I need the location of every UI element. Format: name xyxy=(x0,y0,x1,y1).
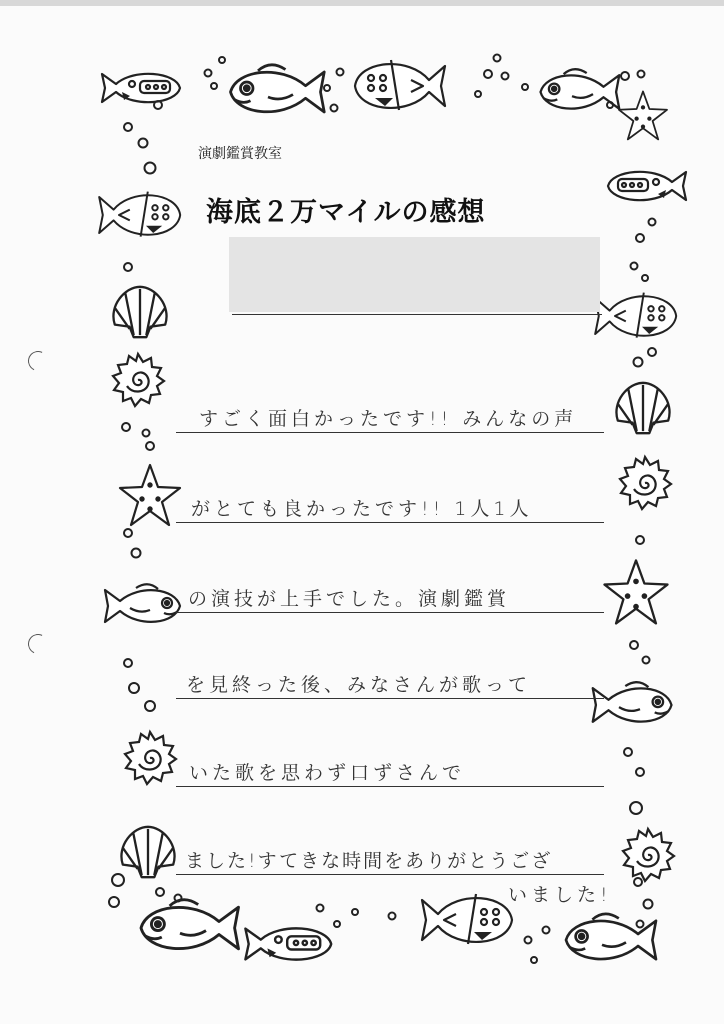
essay-line: を見終った後、みなさんが歌って xyxy=(186,674,532,696)
shell-icon xyxy=(121,827,174,877)
fish-icon xyxy=(99,192,180,237)
redacted-name-box xyxy=(229,237,600,312)
spiral-shell-icon xyxy=(113,354,164,406)
fish-icon xyxy=(355,60,445,110)
shell-icon xyxy=(113,287,166,337)
fish-icon xyxy=(422,894,512,944)
fish-icon xyxy=(595,293,676,338)
fish-icon xyxy=(141,900,239,949)
starfish-icon xyxy=(120,465,180,525)
starfish-icon xyxy=(619,91,667,139)
spiral-shell-icon xyxy=(623,829,674,881)
name-line xyxy=(232,314,602,315)
essay-line: すごく面白かったです!! みんなの声 xyxy=(199,408,578,430)
starfish-icon xyxy=(605,560,668,623)
ruled-line xyxy=(176,874,604,875)
essay-line: がとても良かったです!! 1人1人 xyxy=(191,498,533,520)
ruled-line xyxy=(176,698,604,699)
ruled-line xyxy=(176,786,604,787)
spiral-shell-icon xyxy=(125,732,176,784)
fish-icon xyxy=(102,74,180,102)
shell-icon xyxy=(616,383,669,433)
spiral-shell-icon xyxy=(620,457,671,509)
fish-icon xyxy=(608,172,686,200)
ruled-line xyxy=(176,612,604,613)
page-title: 海底２万マイルの感想 xyxy=(206,197,486,228)
essay-line: ました!すてきな時間をありがとうござ xyxy=(185,850,553,872)
fish-icon xyxy=(245,928,331,959)
fish-icon xyxy=(231,65,325,112)
fish-icon xyxy=(105,584,180,622)
fish-icon xyxy=(593,682,672,722)
class-name: 演劇鑑賞教室 xyxy=(198,146,282,162)
ruled-line xyxy=(176,522,604,523)
essay-line: の演技が上手でした。演劇鑑賞 xyxy=(188,588,511,610)
essay-line: いました! xyxy=(508,884,612,906)
essay-line: いた歌を思わず口ずさんで xyxy=(189,762,466,784)
ruled-line xyxy=(176,432,604,433)
